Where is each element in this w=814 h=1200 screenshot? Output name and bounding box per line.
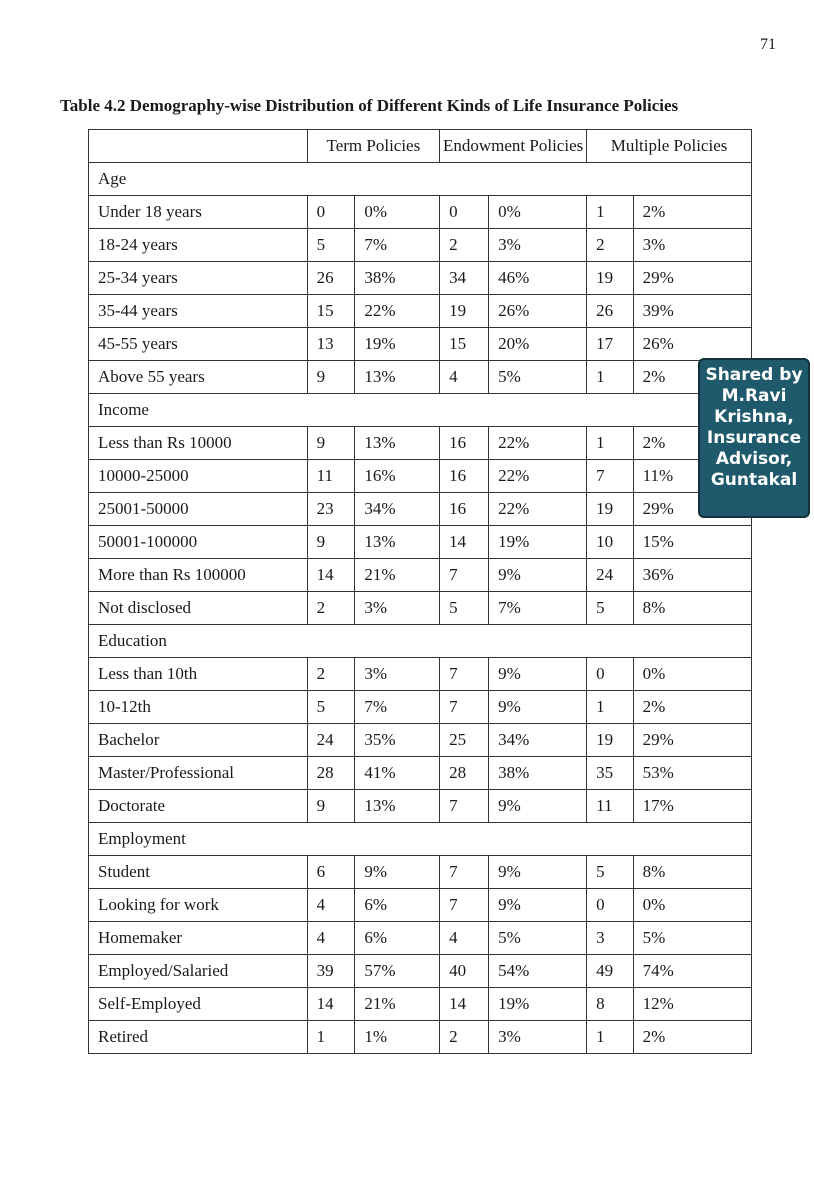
table-row: [89, 856, 752, 889]
table-cell: 9%: [489, 790, 587, 823]
watermark-line: Insurance: [706, 428, 802, 448]
table-cell: 15%: [633, 526, 751, 559]
table-cell: 1: [587, 1021, 634, 1054]
row-label: 35-44 years: [89, 295, 308, 328]
table-cell: 19: [587, 724, 634, 757]
table-cell: 28: [440, 757, 489, 790]
section-heading: Education: [89, 625, 752, 658]
table-cell: 0: [587, 889, 634, 922]
page-number: 71: [760, 36, 776, 53]
row-label: Under 18 years: [89, 196, 308, 229]
table-cell: 13%: [355, 526, 440, 559]
table-cell: 36%: [633, 559, 751, 592]
table-cell: 5%: [489, 361, 587, 394]
table-cell: 5: [587, 856, 634, 889]
table-cell: 7%: [355, 691, 440, 724]
table-row: [89, 724, 752, 757]
table-cell: 20%: [489, 328, 587, 361]
table-cell: 26%: [633, 328, 751, 361]
table-cell: 9%: [489, 691, 587, 724]
table-cell: 4: [307, 889, 355, 922]
row-label: Homemaker: [89, 922, 308, 955]
table-cell: 13%: [355, 427, 440, 460]
table-cell: 9: [307, 427, 355, 460]
table-cell: 0: [307, 196, 355, 229]
table-cell: 3%: [489, 229, 587, 262]
table-cell: 2: [587, 229, 634, 262]
row-label: 10-12th: [89, 691, 308, 724]
table-cell: 15: [307, 295, 355, 328]
table-body: [89, 163, 752, 1054]
header-endowment-policies: Endowment Policies: [440, 130, 587, 163]
table-row: [89, 757, 752, 790]
row-label: Self-Employed: [89, 988, 308, 1021]
section-row: [89, 823, 752, 856]
table-cell: 2%: [633, 361, 751, 394]
row-label: Not disclosed: [89, 592, 308, 625]
row-label: Master/Professional: [89, 757, 308, 790]
table-cell: 5: [307, 229, 355, 262]
table-cell: 25: [440, 724, 489, 757]
table-cell: 74%: [633, 955, 751, 988]
table-cell: 22%: [489, 493, 587, 526]
table-cell: 6%: [355, 922, 440, 955]
table-cell: 16: [440, 460, 489, 493]
table-cell: 8%: [633, 856, 751, 889]
shared-by-watermark: [698, 358, 810, 518]
table-cell: 14: [440, 988, 489, 1021]
table-row: [89, 295, 752, 328]
row-label: Above 55 years: [89, 361, 308, 394]
table-row: [89, 658, 752, 691]
table-cell: 5: [440, 592, 489, 625]
table-row: [89, 427, 752, 460]
table-cell: 34%: [355, 493, 440, 526]
row-label: Bachelor: [89, 724, 308, 757]
table-row: [89, 328, 752, 361]
table-cell: 1: [587, 196, 634, 229]
table-cell: 9: [307, 526, 355, 559]
table-row: [89, 592, 752, 625]
table-cell: 0%: [633, 658, 751, 691]
table-cell: 19%: [489, 526, 587, 559]
table-row: [89, 526, 752, 559]
table-cell: 13%: [355, 361, 440, 394]
table-cell: 7: [587, 460, 634, 493]
table-cell: 2: [440, 1021, 489, 1054]
table-cell: 7: [440, 790, 489, 823]
table-cell: 26: [587, 295, 634, 328]
row-label: 25-34 years: [89, 262, 308, 295]
table-cell: 21%: [355, 988, 440, 1021]
table-cell: 39: [307, 955, 355, 988]
table-cell: 26%: [489, 295, 587, 328]
table-row: [89, 922, 752, 955]
table-cell: 34: [440, 262, 489, 295]
table-cell: 17%: [633, 790, 751, 823]
table-cell: 7%: [489, 592, 587, 625]
table-cell: 16%: [355, 460, 440, 493]
table-cell: 7: [440, 691, 489, 724]
section-heading: Income: [89, 394, 752, 427]
table-cell: 13: [307, 328, 355, 361]
table-row: [89, 988, 752, 1021]
watermark-line: Shared by: [705, 365, 803, 385]
table-cell: 14: [440, 526, 489, 559]
table-row: [89, 460, 752, 493]
table-cell: 54%: [489, 955, 587, 988]
table-cell: 29%: [633, 493, 751, 526]
table-cell: 2%: [633, 1021, 751, 1054]
table-cell: 5: [307, 691, 355, 724]
table-cell: 19%: [355, 328, 440, 361]
table-cell: 6%: [355, 889, 440, 922]
row-label: Employed/Salaried: [89, 955, 308, 988]
table-cell: 53%: [633, 757, 751, 790]
table-cell: 41%: [355, 757, 440, 790]
table-row: [89, 889, 752, 922]
watermark-line: Krishna,: [714, 407, 794, 427]
table-cell: 46%: [489, 262, 587, 295]
table-cell: 5%: [489, 922, 587, 955]
table-cell: 28: [307, 757, 355, 790]
table-cell: 2%: [633, 196, 751, 229]
header-term-policies: Term Policies: [307, 130, 440, 163]
table-cell: 22%: [355, 295, 440, 328]
header-blank: [89, 130, 308, 163]
table-row: [89, 559, 752, 592]
watermark-line: M.Ravi: [721, 386, 787, 406]
row-label: 45-55 years: [89, 328, 308, 361]
table-cell: 2: [440, 229, 489, 262]
table-cell: 22%: [489, 427, 587, 460]
section-row: [89, 394, 752, 427]
table-cell: 11: [587, 790, 634, 823]
table-cell: 38%: [489, 757, 587, 790]
table-row: [89, 361, 752, 394]
table-cell: 14: [307, 559, 355, 592]
table-cell: 39%: [633, 295, 751, 328]
row-label: Retired: [89, 1021, 308, 1054]
table-cell: 9%: [355, 856, 440, 889]
table-cell: 2: [307, 658, 355, 691]
table-cell: 19: [440, 295, 489, 328]
table-cell: 34%: [489, 724, 587, 757]
row-label: Doctorate: [89, 790, 308, 823]
table-cell: 4: [440, 361, 489, 394]
table-cell: 10: [587, 526, 634, 559]
table-cell: 19: [587, 262, 634, 295]
row-label: Less than Rs 10000: [89, 427, 308, 460]
table-cell: 8%: [633, 592, 751, 625]
table-cell: 3%: [489, 1021, 587, 1054]
table-cell: 9: [307, 361, 355, 394]
table-cell: 24: [587, 559, 634, 592]
table-cell: 7: [440, 856, 489, 889]
table-cell: 3%: [355, 592, 440, 625]
table-cell: 7: [440, 559, 489, 592]
section-heading: Employment: [89, 823, 752, 856]
table-cell: 35: [587, 757, 634, 790]
row-label: More than Rs 100000: [89, 559, 308, 592]
row-label: 25001-50000: [89, 493, 308, 526]
table-row: [89, 955, 752, 988]
table-cell: 2%: [633, 427, 751, 460]
table-cell: 15: [440, 328, 489, 361]
table-cell: 3%: [355, 658, 440, 691]
table-cell: 17: [587, 328, 634, 361]
table-cell: 14: [307, 988, 355, 1021]
table-cell: 11: [307, 460, 355, 493]
table-cell: 1: [587, 361, 634, 394]
table-cell: 1: [587, 427, 634, 460]
table-cell: 21%: [355, 559, 440, 592]
watermark-line: Guntakal: [710, 470, 798, 490]
table-cell: 11%: [633, 460, 751, 493]
row-label: 10000-25000: [89, 460, 308, 493]
table-cell: 5%: [633, 922, 751, 955]
table-cell: 1: [587, 691, 634, 724]
table-cell: 49: [587, 955, 634, 988]
section-heading: Age: [89, 163, 752, 196]
table-row: [89, 229, 752, 262]
table-cell: 24: [307, 724, 355, 757]
row-label: Student: [89, 856, 308, 889]
table-cell: 6: [307, 856, 355, 889]
table-cell: 9%: [489, 856, 587, 889]
header-multiple-policies: Multiple Policies: [587, 130, 752, 163]
table-row: [89, 691, 752, 724]
table-cell: 40: [440, 955, 489, 988]
row-label: Less than 10th: [89, 658, 308, 691]
table-cell: 1%: [355, 1021, 440, 1054]
table-cell: 9%: [489, 658, 587, 691]
table-cell: 35%: [355, 724, 440, 757]
table-cell: 16: [440, 493, 489, 526]
watermark-line: Advisor,: [715, 449, 793, 469]
table-cell: 4: [307, 922, 355, 955]
table-title: Table 4.2 Demography-wise Distribution of Different Kinds of Life Insurance Policies: [60, 96, 679, 115]
table-cell: 3%: [633, 229, 751, 262]
table-cell: 3: [587, 922, 634, 955]
table-cell: 19%: [489, 988, 587, 1021]
header-row: [89, 130, 752, 163]
table-cell: 4: [440, 922, 489, 955]
table-cell: 57%: [355, 955, 440, 988]
table-cell: 5: [587, 592, 634, 625]
table-cell: 13%: [355, 790, 440, 823]
table-cell: 0%: [355, 196, 440, 229]
table-cell: 38%: [355, 262, 440, 295]
table-cell: 26: [307, 262, 355, 295]
table-cell: 9%: [489, 889, 587, 922]
table-row: [89, 790, 752, 823]
distribution-table: [88, 129, 752, 1054]
row-label: Looking for work: [89, 889, 308, 922]
table-cell: 7%: [355, 229, 440, 262]
table-cell: 2: [307, 592, 355, 625]
table-cell: 22%: [489, 460, 587, 493]
table-cell: 7: [440, 658, 489, 691]
table-cell: 16: [440, 427, 489, 460]
table-cell: 29%: [633, 262, 751, 295]
table-row: [89, 262, 752, 295]
table-cell: 7: [440, 889, 489, 922]
table-cell: 0: [587, 658, 634, 691]
section-row: [89, 163, 752, 196]
table-row: [89, 493, 752, 526]
section-row: [89, 625, 752, 658]
table-cell: 0%: [633, 889, 751, 922]
table-cell: 29%: [633, 724, 751, 757]
table-row: [89, 1021, 752, 1054]
table-cell: 9%: [489, 559, 587, 592]
table-cell: 1: [307, 1021, 355, 1054]
table-cell: 9: [307, 790, 355, 823]
table-cell: 0: [440, 196, 489, 229]
table-cell: 0%: [489, 196, 587, 229]
table-cell: 19: [587, 493, 634, 526]
table-cell: 2%: [633, 691, 751, 724]
table-cell: 23: [307, 493, 355, 526]
table-cell: 8: [587, 988, 634, 1021]
row-label: 50001-100000: [89, 526, 308, 559]
table-cell: 12%: [633, 988, 751, 1021]
table-row: [89, 196, 752, 229]
row-label: 18-24 years: [89, 229, 308, 262]
